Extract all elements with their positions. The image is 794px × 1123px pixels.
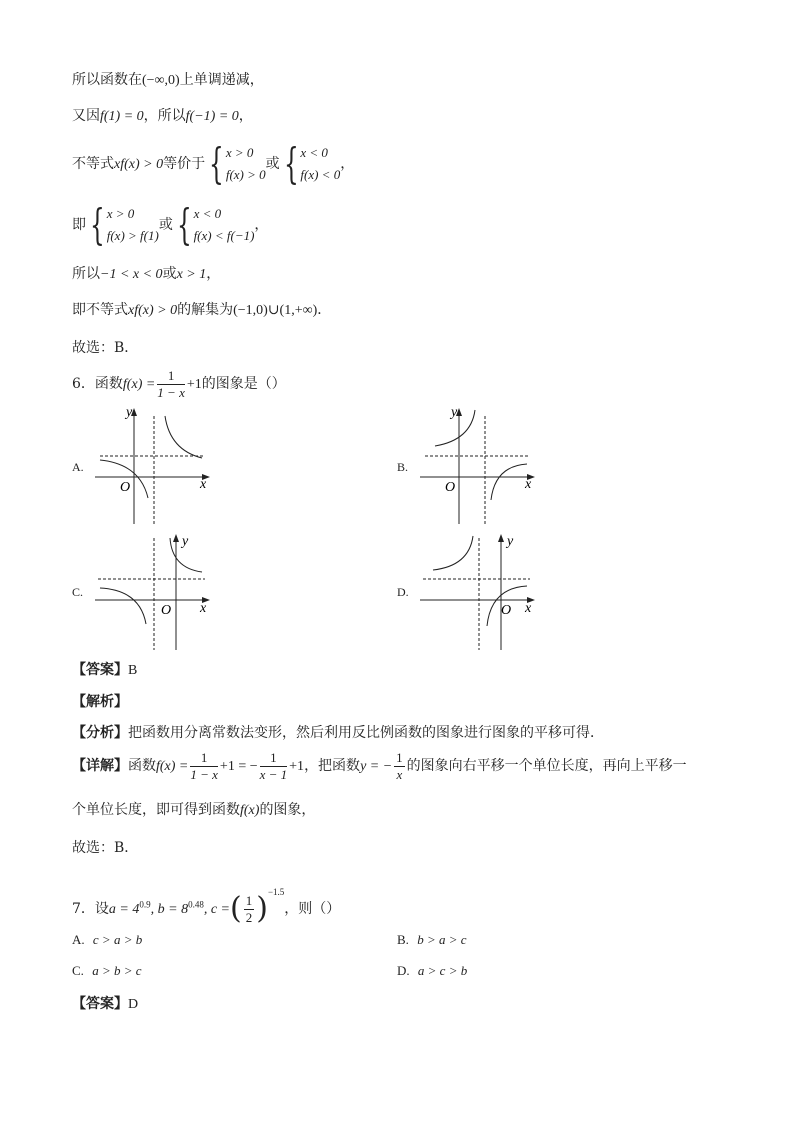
text-line-3 [72, 139, 355, 188]
text: ， [340, 156, 355, 172]
answer-7 [72, 994, 138, 1015]
origin-label: O [501, 603, 512, 618]
math: (−1,0)∪(1,+∞) [233, 303, 318, 318]
math: f(1) = 0 [100, 109, 144, 124]
graph-option-a [90, 402, 220, 526]
axis-y-label: y [451, 405, 458, 420]
origin-label: O [445, 480, 456, 495]
option-b-label: B. [397, 460, 409, 474]
option-d-label: D. [397, 585, 409, 599]
fenxi-line [72, 723, 604, 743]
text-line-6 [72, 300, 331, 321]
guxuan-line: 故选：B． [72, 840, 139, 856]
xiangjie-tag: 【详解】 [72, 758, 128, 774]
text: 所以函数在 [72, 72, 142, 88]
xiangjie-line-1: 【详解】函数f(x) = $\frac{1}{1 - x}$ +1 = − $\frac{1}{x - 1}$ +1，把函数y = − $\frac{1}{x}$ 的图象向右平移一个单位长度，再向上平移一 [72, 749, 687, 782]
system: x > 0 f(x) > f(1) [106, 206, 159, 243]
text-line-2 [72, 106, 253, 127]
axis-x-label: x [200, 601, 207, 616]
text: 所以 [72, 266, 100, 282]
answer-tag: 【答案】 [72, 662, 128, 678]
text: ， [206, 266, 221, 282]
answer-6 [72, 660, 137, 681]
text-line-5 [72, 264, 220, 285]
math: x > 1 [176, 267, 207, 282]
fraction: $\frac{1}{2}$ [245, 892, 253, 925]
fraction: $\frac{1}{1 - x}$ [157, 367, 185, 400]
question-number: 6．函数 [72, 376, 123, 392]
option-c-label: C. [72, 585, 84, 599]
math: f(−1) = 0 [185, 109, 239, 124]
axis-x-label: x [525, 477, 532, 492]
text: 即 [72, 217, 86, 233]
text: 不等式 [72, 156, 114, 172]
text: 又因 [72, 108, 100, 124]
axis-y-label: y [126, 405, 133, 420]
system: x > 0 f(x) > 0 [225, 145, 266, 182]
math: xf(x) > 0 [128, 303, 178, 318]
brace: { [209, 139, 224, 188]
fenxi-text: 把函数用分离常数法变形，然后利用反比例函数的图象进行图象的平移可得． [128, 725, 604, 741]
text: 等价于 [163, 156, 206, 172]
math: f(x) = [122, 377, 156, 392]
option-a-label: A. [72, 460, 84, 474]
text: 或 [162, 266, 177, 282]
answer-value: B [128, 663, 138, 678]
text: 上单调递减， [179, 72, 264, 88]
math: (−∞,0) [142, 73, 180, 88]
text: ． [317, 302, 332, 318]
system: x < 0 f(x) < 0 [300, 145, 341, 182]
fraction: $\frac{1}{x - 1}$ [259, 749, 288, 782]
answer-tag: 【答案】 [72, 996, 128, 1012]
q7-option-b: B. b > a > c [397, 932, 467, 947]
question-7: 7．设$a = 4^{0.9}$, $b = 8^{0.48}$, c =( $\frac{1}{2}$ )$^{-1.5}$，则（） [72, 887, 341, 926]
fraction: $\frac{1}{x}$ [396, 749, 403, 782]
brace: { [90, 200, 105, 249]
axis-x-label: x [200, 477, 207, 492]
q7-option-d: D. a > c > b [397, 963, 468, 978]
brace: { [283, 139, 299, 188]
graph-option-b [415, 402, 545, 526]
text: 即不等式 [72, 302, 128, 318]
question-number: 7．设 [72, 901, 109, 917]
text: 的图象是（） [201, 376, 286, 392]
brace: { [176, 200, 192, 249]
text-line-1 [72, 70, 264, 91]
fenxi-tag: 【分析】 [72, 725, 128, 741]
text: ， [254, 217, 269, 233]
q7-option-c: C. a > b > c [72, 963, 142, 978]
answer-value: D [128, 997, 139, 1012]
text: 的解集为 [177, 302, 234, 318]
math: −1 < x < 0 [100, 267, 163, 282]
text: 故选：B． [72, 340, 139, 356]
math: xf(x) > 0 [114, 157, 164, 172]
fraction: $\frac{1}{1 - x}$ [190, 749, 218, 782]
jiexi-heading: 【解析】 [72, 694, 128, 710]
graph-option-c [90, 530, 220, 654]
xiangjie-line-2: 个单位长度，即可得到函数f(x)的图象， [72, 802, 316, 818]
origin-label: O [161, 603, 172, 618]
axis-y-label: y [507, 534, 514, 549]
text: 或 [265, 156, 280, 172]
system: x < 0 f(x) < f(−1) [193, 206, 255, 243]
math: +1 [186, 377, 202, 392]
q7-option-a: A. c > a > b [72, 932, 143, 947]
text-line-4 [72, 200, 269, 249]
text: ，所以 [143, 108, 186, 124]
text: ， [238, 108, 253, 124]
origin-label: O [120, 480, 131, 495]
axis-y-label: y [182, 534, 189, 549]
axis-x-label: x [525, 601, 532, 616]
question-6 [72, 366, 286, 403]
text-line-7 [72, 338, 138, 358]
graph-option-d [415, 530, 545, 654]
text: 或 [158, 217, 173, 233]
